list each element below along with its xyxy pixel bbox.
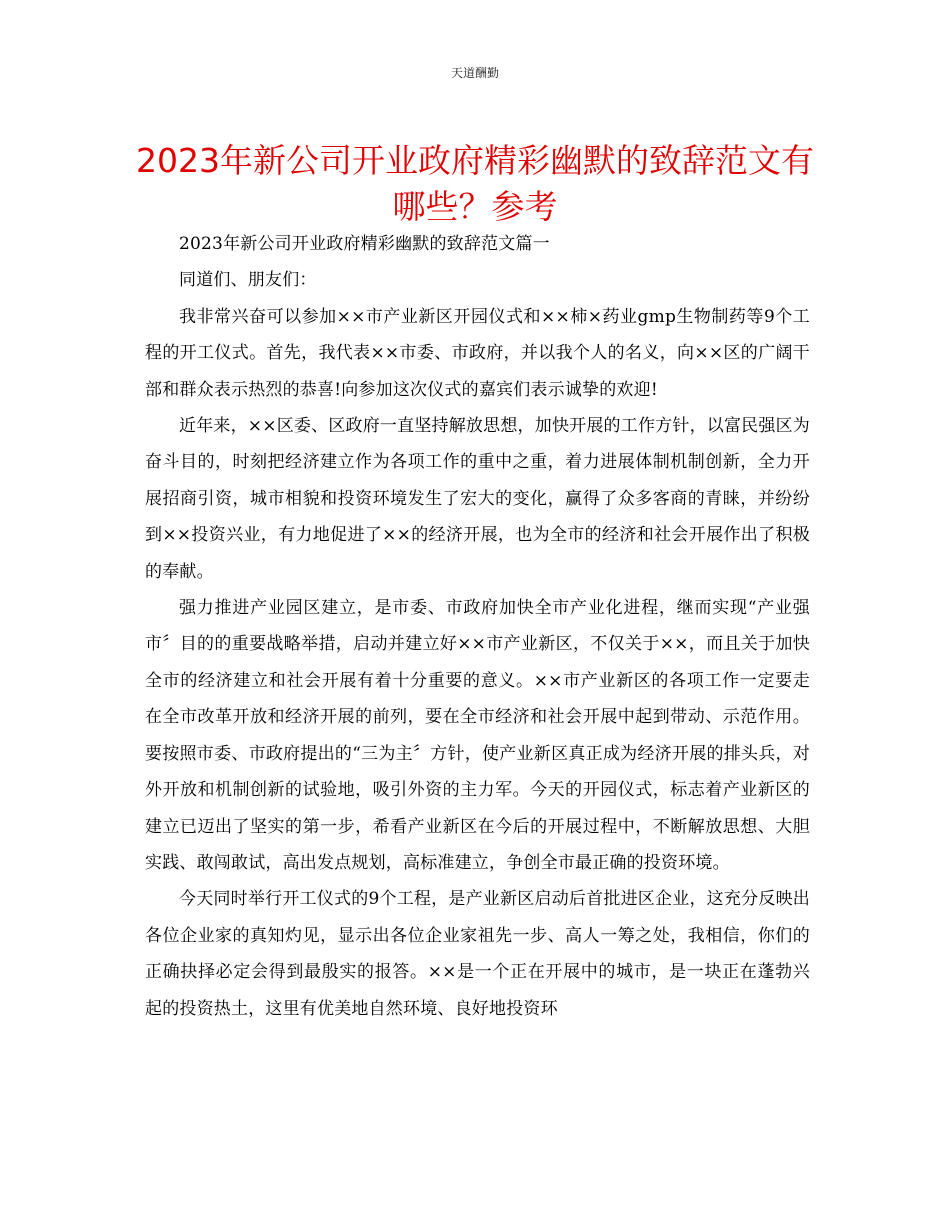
body-paragraph: 近年来，××区委、区政府一直坚持解放思想，加快开展的工作方针，以富民强区为奋斗目的，时刻把经济建立作为各项工作的重中之重，着力进展体制机制创新，全力开展招商引资，城市相貌和投资环境发生了宏大的变化，赢得了众多客商的青睐，并纷纷到××投资兴业，有力地促进了××的经济开展，也为全市的经济和社会开展作出了积极的奉献。 bbox=[145, 416, 810, 582]
document-title: 2023年新公司开业政府精彩幽默的致辞范文有哪些？参考 bbox=[136, 141, 814, 226]
document-body bbox=[145, 226, 810, 1027]
salutation: 同道们、朋友们： bbox=[179, 270, 317, 291]
body-paragraph: 今天同时举行开工仪式的9个工程，是产业新区启动后首批进区企业，这充分反映出各位企业家的真知灼见，显示出各位企业家祖先一步、高人一筹之处，我相信，你们的正确抉择必定会得到最殷实的报答。××是一个正在开展中的城市，是一块正在蓬勃兴起的投资热土，这里有优美地自然环境、良好地投资环 bbox=[145, 889, 810, 1019]
body-paragraph: 我非常兴奋可以参加××市产业新区开园仪式和××柿×药业gmp生物制药等9个工程的开工仪式。首先，我代表××市委、市政府，并以我个人的名义，向××区的广阔干部和群众表示热烈的恭喜!向参加这次仪式的嘉宾们表示诚挚的欢迎! bbox=[145, 306, 810, 400]
body-paragraph: 强力推进产业园区建立，是市委、市政府加快全市产业化进程，继而实现“产业强市〞目的的重要战略举措，启动并建立好××市产业新区，不仅关于××，而且关于加快全市的经济建立和社会开展有着十分重要的意义。××市产业新区的各项工作一定要走在全市改革开放和经济开展的前列，要在全市经济和社会开展中起到带动、示范作用。要按照市委、市政府提出的“三为主〞方针，使产业新区真正成为经济开展的排头兵，对外开放和机制创新的试验地，吸引外资的主力军。今天的开园仪式，标志着产业新区的建立已迈出了坚实的第一步，希看产业新区在今后的开展过程中，不断解放思想、大胆实践、敢闯敢试，高出发点规划，高标准建立，争创全市最正确的投资环境。 bbox=[145, 598, 810, 873]
page-header: 天道酬勤 bbox=[450, 66, 499, 80]
section-heading: 2023年新公司开业政府精彩幽默的致辞范文篇一 bbox=[179, 234, 550, 254]
